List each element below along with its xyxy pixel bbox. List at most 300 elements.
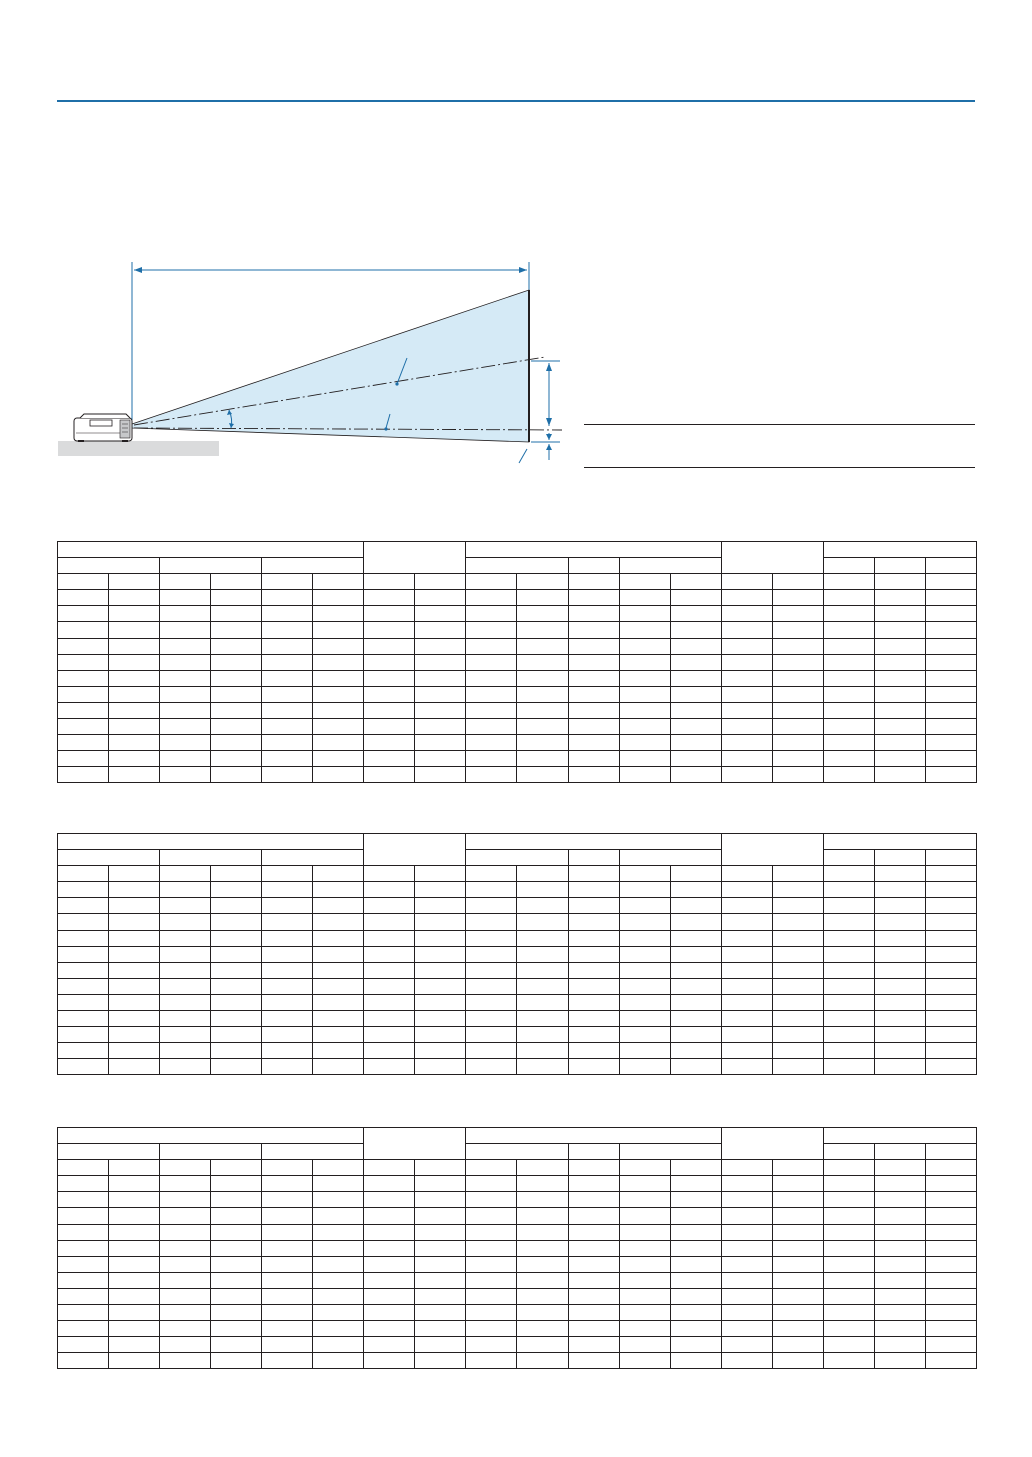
table-cell bbox=[670, 606, 721, 622]
table-cell bbox=[874, 946, 925, 962]
table-cell bbox=[364, 1027, 415, 1043]
table-cell bbox=[619, 946, 670, 962]
table-cell bbox=[109, 946, 160, 962]
table-cell bbox=[772, 1256, 823, 1272]
table-cell bbox=[619, 751, 670, 767]
table-cell bbox=[415, 1256, 466, 1272]
table-cell bbox=[415, 719, 466, 735]
table-header-row bbox=[58, 1128, 977, 1144]
table-cell bbox=[211, 1337, 262, 1353]
table-cell bbox=[721, 638, 772, 654]
table-cell bbox=[466, 1011, 517, 1027]
table-cell bbox=[670, 670, 721, 686]
table-cell bbox=[262, 1353, 313, 1369]
table-cell bbox=[211, 1272, 262, 1288]
table-cell bbox=[364, 1240, 415, 1256]
table-cell bbox=[772, 1027, 823, 1043]
table-cell bbox=[823, 1011, 874, 1027]
table-cell bbox=[364, 735, 415, 751]
table-cell bbox=[823, 882, 874, 898]
table-cell bbox=[415, 882, 466, 898]
table-cell bbox=[313, 930, 364, 946]
table-cell bbox=[364, 1176, 415, 1192]
header-cell bbox=[823, 1128, 976, 1144]
table-cell bbox=[466, 767, 517, 783]
table-cell bbox=[517, 1059, 568, 1075]
table-cell bbox=[772, 962, 823, 978]
table-cell bbox=[517, 1353, 568, 1369]
table-cell bbox=[262, 978, 313, 994]
table-cell bbox=[262, 1176, 313, 1192]
table-cell bbox=[364, 574, 415, 590]
table-cell bbox=[466, 978, 517, 994]
table-cell bbox=[772, 946, 823, 962]
header-cell bbox=[568, 850, 619, 866]
table-cell bbox=[721, 1224, 772, 1240]
table-cell bbox=[58, 719, 109, 735]
table-cell bbox=[619, 1288, 670, 1304]
table-cell bbox=[262, 767, 313, 783]
table-cell bbox=[517, 622, 568, 638]
table-cell bbox=[466, 1272, 517, 1288]
table-cell bbox=[721, 946, 772, 962]
table-cell bbox=[721, 1192, 772, 1208]
table-cell bbox=[619, 767, 670, 783]
table-cell bbox=[772, 654, 823, 670]
table-cell bbox=[874, 866, 925, 882]
table-cell bbox=[211, 735, 262, 751]
table-cell bbox=[670, 1176, 721, 1192]
table-cell bbox=[823, 914, 874, 930]
projection-beam bbox=[132, 290, 529, 442]
table-cell bbox=[568, 1305, 619, 1321]
table-cell bbox=[211, 1208, 262, 1224]
table-cell bbox=[874, 590, 925, 606]
header-cell bbox=[466, 1128, 721, 1144]
table-cell bbox=[772, 1305, 823, 1321]
table-row bbox=[58, 1305, 977, 1321]
table-cell bbox=[58, 1256, 109, 1272]
header-cell bbox=[823, 1144, 874, 1160]
table-cell bbox=[109, 1059, 160, 1075]
table-cell bbox=[517, 1192, 568, 1208]
table-cell bbox=[58, 670, 109, 686]
table-cell bbox=[823, 1305, 874, 1321]
projection-diagram bbox=[0, 0, 1032, 480]
table-cell bbox=[58, 978, 109, 994]
table-cell bbox=[211, 574, 262, 590]
table-cell bbox=[772, 1353, 823, 1369]
table-cell bbox=[262, 1272, 313, 1288]
table-cell bbox=[925, 1240, 976, 1256]
table-cell bbox=[619, 1321, 670, 1337]
table-cell bbox=[466, 882, 517, 898]
table-cell bbox=[211, 606, 262, 622]
table-cell bbox=[568, 946, 619, 962]
table-cell bbox=[364, 1160, 415, 1176]
table-cell bbox=[364, 719, 415, 735]
table-cell bbox=[517, 1208, 568, 1224]
table-cell bbox=[670, 1027, 721, 1043]
table-cell bbox=[925, 978, 976, 994]
table-cell bbox=[925, 1224, 976, 1240]
table-cell bbox=[517, 751, 568, 767]
table-cell bbox=[925, 670, 976, 686]
table-cell bbox=[721, 962, 772, 978]
table-cell bbox=[313, 670, 364, 686]
table-cell bbox=[109, 1208, 160, 1224]
table-cell bbox=[466, 1160, 517, 1176]
table-cell bbox=[517, 606, 568, 622]
projection-table-1 bbox=[57, 541, 977, 783]
table-cell bbox=[364, 1353, 415, 1369]
note-rule-top bbox=[584, 424, 975, 425]
table-cell bbox=[823, 1353, 874, 1369]
table-cell bbox=[517, 962, 568, 978]
table-cell bbox=[415, 1043, 466, 1059]
table-cell bbox=[109, 670, 160, 686]
table-cell bbox=[211, 719, 262, 735]
table-cell bbox=[58, 866, 109, 882]
table-cell bbox=[262, 1240, 313, 1256]
table-cell bbox=[58, 1192, 109, 1208]
table-cell bbox=[721, 590, 772, 606]
table-cell bbox=[772, 1043, 823, 1059]
table-cell bbox=[619, 914, 670, 930]
table-cell bbox=[211, 1353, 262, 1369]
table-cell bbox=[415, 606, 466, 622]
table-cell bbox=[364, 1288, 415, 1304]
table-cell bbox=[517, 735, 568, 751]
header-cell bbox=[364, 1128, 466, 1160]
table-cell bbox=[211, 946, 262, 962]
header-cell bbox=[466, 542, 721, 558]
table-cell bbox=[415, 1160, 466, 1176]
table-cell bbox=[670, 962, 721, 978]
table-cell bbox=[823, 994, 874, 1010]
table-cell bbox=[925, 1208, 976, 1224]
table-cell bbox=[619, 1011, 670, 1027]
table-cell bbox=[415, 735, 466, 751]
table-row bbox=[58, 1256, 977, 1272]
table-cell bbox=[670, 1208, 721, 1224]
table-cell bbox=[670, 1011, 721, 1027]
table-cell bbox=[517, 702, 568, 718]
table-cell bbox=[211, 962, 262, 978]
table-cell bbox=[619, 1043, 670, 1059]
table-row bbox=[58, 670, 977, 686]
table-cell bbox=[619, 590, 670, 606]
table-cell bbox=[58, 654, 109, 670]
table-cell bbox=[823, 1027, 874, 1043]
table-cell bbox=[415, 1353, 466, 1369]
table-cell bbox=[568, 1256, 619, 1272]
table-cell bbox=[160, 638, 211, 654]
table-cell bbox=[874, 1321, 925, 1337]
table-cell bbox=[568, 1353, 619, 1369]
table-cell bbox=[517, 1160, 568, 1176]
table-cell bbox=[925, 622, 976, 638]
table-cell bbox=[925, 1043, 976, 1059]
table-cell bbox=[772, 1337, 823, 1353]
table-cell bbox=[364, 1192, 415, 1208]
table-cell bbox=[517, 1176, 568, 1192]
header-cell bbox=[160, 558, 262, 574]
table-cell bbox=[823, 1043, 874, 1059]
table-cell bbox=[160, 686, 211, 702]
table-row bbox=[58, 994, 977, 1010]
table-cell bbox=[466, 670, 517, 686]
table-cell bbox=[415, 1272, 466, 1288]
table-cell bbox=[313, 719, 364, 735]
table-cell bbox=[619, 670, 670, 686]
table-cell bbox=[109, 735, 160, 751]
table-cell bbox=[262, 1011, 313, 1027]
table-cell bbox=[721, 914, 772, 930]
table-cell bbox=[109, 1272, 160, 1288]
table-cell bbox=[466, 1059, 517, 1075]
table-cell bbox=[670, 1192, 721, 1208]
table-cell bbox=[619, 1305, 670, 1321]
table-cell bbox=[670, 751, 721, 767]
table-cell bbox=[364, 1305, 415, 1321]
table-cell bbox=[772, 914, 823, 930]
table-cell bbox=[874, 930, 925, 946]
table-cell bbox=[262, 622, 313, 638]
table-cell bbox=[262, 1256, 313, 1272]
table-cell bbox=[211, 1176, 262, 1192]
table-cell bbox=[721, 1288, 772, 1304]
table-cell bbox=[874, 978, 925, 994]
table-cell bbox=[823, 719, 874, 735]
table-cell bbox=[160, 914, 211, 930]
table-cell bbox=[568, 1288, 619, 1304]
table-cell bbox=[874, 702, 925, 718]
table-cell bbox=[619, 574, 670, 590]
table-cell bbox=[415, 1059, 466, 1075]
table-cell bbox=[109, 1337, 160, 1353]
table-cell bbox=[415, 767, 466, 783]
table-cell bbox=[721, 767, 772, 783]
table-cell bbox=[874, 994, 925, 1010]
table-cell bbox=[670, 882, 721, 898]
table-cell bbox=[619, 735, 670, 751]
table-cell bbox=[211, 866, 262, 882]
table-cell bbox=[466, 590, 517, 606]
table-cell bbox=[517, 1288, 568, 1304]
table-cell bbox=[568, 882, 619, 898]
table-cell bbox=[415, 962, 466, 978]
table-cell bbox=[160, 574, 211, 590]
table-cell bbox=[466, 654, 517, 670]
table-cell bbox=[619, 1353, 670, 1369]
header-cell bbox=[619, 850, 721, 866]
table-cell bbox=[160, 719, 211, 735]
table-cell bbox=[364, 702, 415, 718]
table-cell bbox=[262, 606, 313, 622]
table-cell bbox=[874, 1224, 925, 1240]
table-cell bbox=[160, 654, 211, 670]
table-cell bbox=[58, 930, 109, 946]
table-cell bbox=[313, 914, 364, 930]
table-cell bbox=[262, 654, 313, 670]
table-cell bbox=[364, 606, 415, 622]
header-cell bbox=[568, 1144, 619, 1160]
table-cell bbox=[568, 670, 619, 686]
table-cell bbox=[466, 638, 517, 654]
header-cell bbox=[262, 558, 364, 574]
table-cell bbox=[874, 1027, 925, 1043]
table-cell bbox=[823, 574, 874, 590]
table-cell bbox=[313, 1353, 364, 1369]
table-cell bbox=[721, 978, 772, 994]
table-cell bbox=[619, 1240, 670, 1256]
table-cell bbox=[721, 930, 772, 946]
table-cell bbox=[262, 686, 313, 702]
table-cell bbox=[313, 1240, 364, 1256]
table-cell bbox=[619, 866, 670, 882]
table-row bbox=[58, 1224, 977, 1240]
table-cell bbox=[58, 1208, 109, 1224]
table-cell bbox=[670, 914, 721, 930]
table-cell bbox=[211, 1011, 262, 1027]
table-cell bbox=[415, 638, 466, 654]
table-cell bbox=[466, 1288, 517, 1304]
table-cell bbox=[823, 930, 874, 946]
table-cell bbox=[874, 1288, 925, 1304]
table-cell bbox=[313, 1321, 364, 1337]
table-cell bbox=[772, 702, 823, 718]
table-cell bbox=[364, 638, 415, 654]
table-cell bbox=[670, 767, 721, 783]
table-cell bbox=[721, 735, 772, 751]
table-cell bbox=[109, 866, 160, 882]
table-cell bbox=[262, 930, 313, 946]
table-cell bbox=[160, 1160, 211, 1176]
table-cell bbox=[925, 914, 976, 930]
table-cell bbox=[466, 866, 517, 882]
table-cell bbox=[823, 1208, 874, 1224]
table-cell bbox=[466, 1043, 517, 1059]
table-cell bbox=[670, 1321, 721, 1337]
table-cell bbox=[772, 638, 823, 654]
table-cell bbox=[721, 882, 772, 898]
table-cell bbox=[874, 962, 925, 978]
table-cell bbox=[466, 962, 517, 978]
table-cell bbox=[721, 1256, 772, 1272]
table-row bbox=[58, 1353, 977, 1369]
table-cell bbox=[670, 574, 721, 590]
table-cell bbox=[721, 670, 772, 686]
table-cell bbox=[58, 1011, 109, 1027]
table-cell bbox=[58, 638, 109, 654]
table-cell bbox=[874, 1176, 925, 1192]
table-cell bbox=[670, 590, 721, 606]
table-cell bbox=[568, 866, 619, 882]
table-cell bbox=[313, 866, 364, 882]
table-cell bbox=[619, 622, 670, 638]
table-cell bbox=[58, 1176, 109, 1192]
table-cell bbox=[211, 898, 262, 914]
table-cell bbox=[160, 702, 211, 718]
table-cell bbox=[925, 882, 976, 898]
table-row bbox=[58, 638, 977, 654]
table-cell bbox=[925, 1160, 976, 1176]
table-cell bbox=[160, 751, 211, 767]
table-cell bbox=[262, 1043, 313, 1059]
header-cell bbox=[58, 542, 364, 558]
table-cell bbox=[58, 1337, 109, 1353]
table-cell bbox=[823, 590, 874, 606]
table-cell bbox=[823, 978, 874, 994]
table-cell bbox=[670, 719, 721, 735]
table-cell bbox=[772, 882, 823, 898]
header-cell bbox=[823, 834, 976, 850]
table-cell bbox=[109, 978, 160, 994]
table-cell bbox=[772, 767, 823, 783]
table-cell bbox=[466, 1353, 517, 1369]
table-cell bbox=[58, 702, 109, 718]
table-cell bbox=[109, 767, 160, 783]
header-cell bbox=[721, 542, 823, 574]
note-rule-bottom bbox=[584, 467, 975, 468]
table-cell bbox=[313, 1192, 364, 1208]
table-cell bbox=[109, 751, 160, 767]
table-cell bbox=[466, 751, 517, 767]
table-cell bbox=[721, 1208, 772, 1224]
table-cell bbox=[517, 1305, 568, 1321]
table-cell bbox=[58, 751, 109, 767]
table-cell bbox=[772, 898, 823, 914]
table-cell bbox=[364, 751, 415, 767]
table-cell bbox=[58, 946, 109, 962]
table-cell bbox=[925, 638, 976, 654]
table-cell bbox=[823, 1192, 874, 1208]
table-cell bbox=[619, 962, 670, 978]
table-cell bbox=[211, 1043, 262, 1059]
table-cell bbox=[160, 1288, 211, 1304]
table-cell bbox=[568, 1192, 619, 1208]
table-cell bbox=[262, 1224, 313, 1240]
table-cell bbox=[823, 1160, 874, 1176]
table-cell bbox=[466, 574, 517, 590]
table-cell bbox=[109, 606, 160, 622]
table-cell bbox=[619, 994, 670, 1010]
table-row bbox=[58, 914, 977, 930]
table-cell bbox=[568, 1176, 619, 1192]
table-cell bbox=[58, 1160, 109, 1176]
table-cell bbox=[262, 1208, 313, 1224]
header-cell bbox=[925, 850, 976, 866]
table-cell bbox=[721, 622, 772, 638]
table-cell bbox=[874, 1160, 925, 1176]
table-cell bbox=[58, 590, 109, 606]
table-cell bbox=[415, 622, 466, 638]
table-cell bbox=[568, 590, 619, 606]
table-row bbox=[58, 1043, 977, 1059]
table-cell bbox=[772, 670, 823, 686]
table-cell bbox=[415, 978, 466, 994]
table-cell bbox=[415, 1011, 466, 1027]
header-cell bbox=[721, 834, 823, 866]
table-cell bbox=[619, 882, 670, 898]
table-cell bbox=[670, 654, 721, 670]
table-cell bbox=[262, 898, 313, 914]
table-cell bbox=[262, 638, 313, 654]
table-cell bbox=[109, 1256, 160, 1272]
table-cell bbox=[925, 1305, 976, 1321]
table-cell bbox=[466, 1337, 517, 1353]
